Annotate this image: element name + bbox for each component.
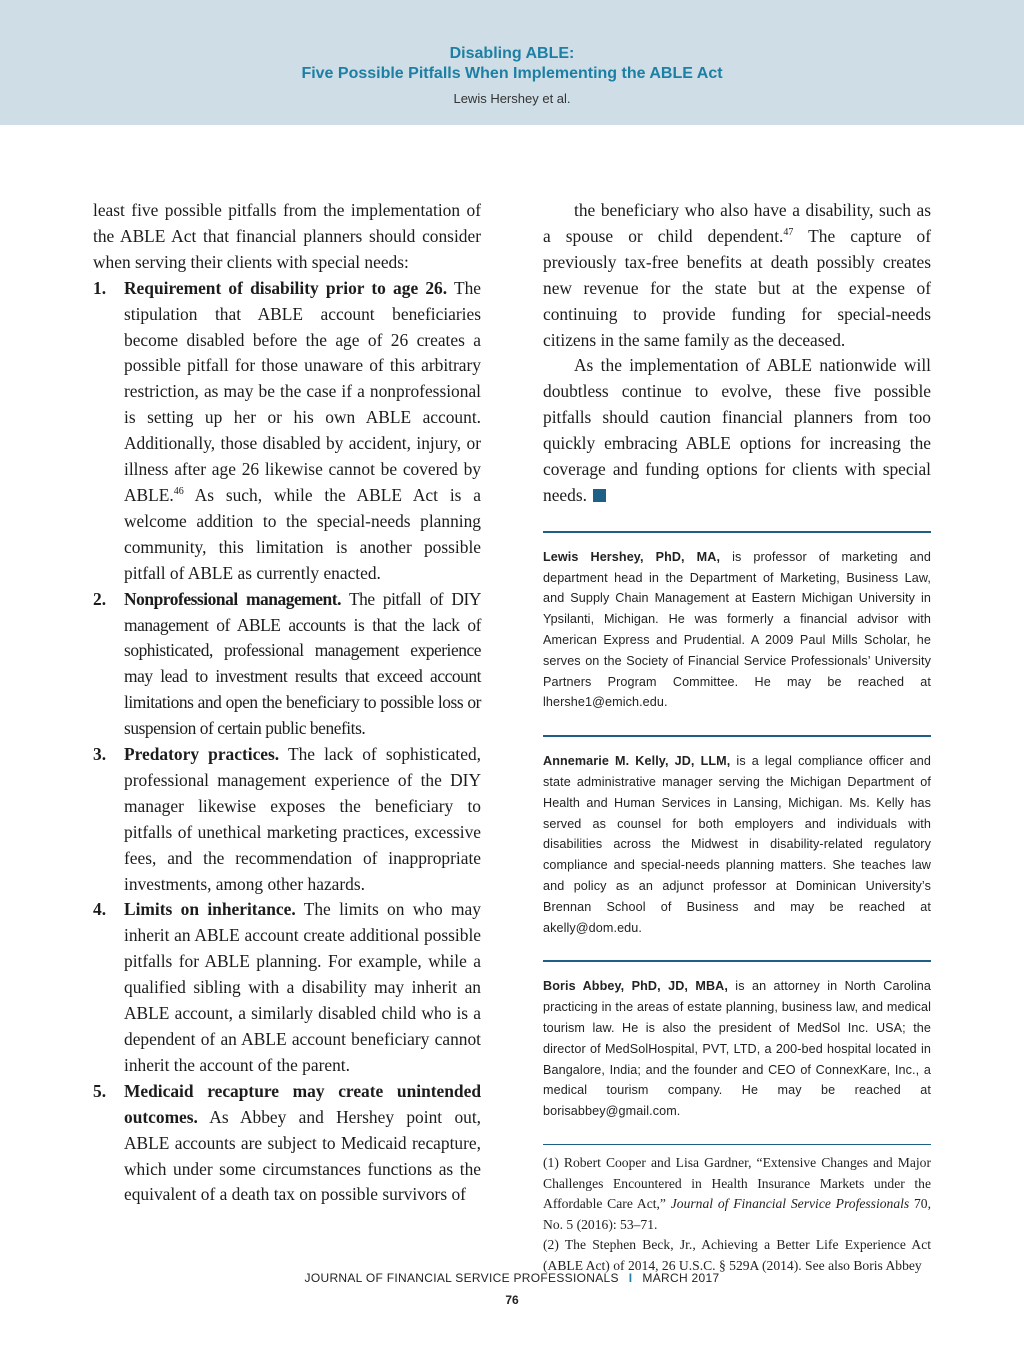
- endnotes: [543, 1153, 931, 1276]
- list-item: [93, 742, 481, 897]
- item-text: The lack of sophisticated, professional management experience of the DIY manager likewise exposes the beneficiary to pitfalls of unethical marketing practices, excessive fees, and the recommendation of inappropriate investments, among other hazards.: [124, 744, 482, 894]
- item-number: 5.: [93, 1080, 107, 1101]
- article-title-line2: Five Possible Pitfalls When Implementing the ABLE Act: [301, 65, 723, 82]
- item-text-cont: As such, while the ABLE Act is a welcome addition to the special-needs planning community, this limitation is another possible pitfall of ABLE as currently enacted.: [124, 484, 481, 583]
- author-bio-kelly: [543, 751, 931, 938]
- list-item: [93, 1079, 481, 1209]
- item-number: 2.: [93, 588, 107, 609]
- issue-date: MARCH 2017: [642, 1271, 720, 1285]
- list-item: [93, 587, 481, 742]
- endnote: (2) The Stephen Beck, Jr., Achieving a Better Life Experience Act (ABLE Act) of 2014, 26 U.S.C. § 529A (2014). See also Boris Abbey: [543, 1237, 931, 1273]
- author-bio-hershey: [543, 547, 931, 713]
- page-number: 76: [505, 1293, 519, 1307]
- bio-name: Lewis Hershey, PhD, MA,: [543, 549, 721, 564]
- footer-separator: I: [628, 1271, 633, 1285]
- author-bio-abbey: [543, 976, 931, 1122]
- item-heading: Nonprofessional management.: [124, 588, 342, 609]
- article-title-line1: Disabling ABLE:: [449, 45, 575, 62]
- bio-name: Boris Abbey, PhD, JD, MBA,: [543, 979, 728, 994]
- divider: [543, 531, 931, 533]
- continuation-text: the beneficiary who also have a disability, such as a spouse or child dependent.: [543, 200, 931, 246]
- bio-name: Annemarie M. Kelly, JD, LLM,: [543, 754, 731, 769]
- item-heading: Requirement of disability prior to age 26.: [124, 277, 448, 298]
- left-column: [93, 198, 481, 1208]
- end-of-article-mark: [593, 489, 606, 502]
- item-heading: Limits on inheritance.: [124, 899, 296, 920]
- list-item: [93, 276, 481, 587]
- item-text: The pitfall of DIY management of ABLE accounts is that the lack of sophisticated, professional management experience may lead to investment results that exceed account limitations and open the beneficiary to possible loss or suspension of certain public benefits.: [124, 588, 481, 739]
- item-number: 3.: [93, 744, 107, 765]
- continuation-paragraph: [543, 198, 931, 353]
- item-number: 4.: [93, 899, 107, 920]
- bio-text: is professor of marketing and department head in the Department of Marketing, Business Law, and Supply Chain Management at Eastern Michigan University in Ypsilanti, Michigan. He was formerly a financial advisor with American Express and Prudential. A 2009 Paul Mills Scholar, he serves on the Society of Financial Service Professionals’ University Partners Program Committee. He may be reached at lhershe1@emich.edu.: [543, 549, 931, 710]
- pitfalls-list: [93, 276, 481, 1209]
- endnote: (1) Robert Cooper and Lisa Gardner, “Extensive Changes and Major Challenges Encountered in Health Insurance Markets under the Affordable Care Act,” Journal of Financial Service Professionals 70, No. 5 (2016): 53–71.: [543, 1155, 931, 1232]
- endnote-ref: 46: [173, 486, 184, 498]
- endnote-ref: 47: [783, 227, 794, 239]
- item-text: As Abbey and Hershey point out, ABLE accounts are subject to Medicaid recapture, which under some circumstances functions as the equivalent of a death tax on possible survivors of: [124, 1106, 482, 1205]
- item-heading: Predatory practices.: [124, 744, 280, 765]
- right-column: [543, 198, 931, 1276]
- item-heading: Medicaid recapture may create unintended outcomes.: [124, 1080, 481, 1127]
- intro-paragraph: least five possible pitfalls from the implementation of the ABLE Act that financial planners should consider when serving their clients with special needs:: [93, 200, 481, 272]
- running-header: [0, 0, 1024, 125]
- list-item: [93, 897, 481, 1078]
- article-authors: Lewis Hershey et al.: [453, 91, 571, 106]
- bio-text: is a legal compliance officer and state administrative manager serving the Michigan Department of Health and Human Services in Lansing, Michigan. Ms. Kelly has served as counsel for both employers and individuals with disabilities across the Midwest in disability-related regulatory compliance and special-needs planning matters. She teaches law and policy as an adjunct professor at Dominican University’s Brennan School of Business and may be reached at akelly@dom.edu.: [543, 754, 931, 935]
- bio-text: is an attorney in North Carolina practicing in the areas of estate planning, business law, and medical tourism law. He is also the president of MedSol Inc. USA; the director of MedSolHospital, PVT, LTD, a 200-bed hospital located in Bangalore, India; and the founder and CEO of ConnexKare, Inc., a medical tourism company. He may be reached at borisabbey@gmail.com.: [543, 979, 931, 1119]
- divider: [543, 1144, 931, 1145]
- running-footer: [0, 1271, 1024, 1285]
- closing-paragraph: As the implementation of ABLE nationwide will doubtless continue to evolve, these five possible pitfalls should caution financial planners from too quickly embracing ABLE options for increasing the coverage and funding options for clients with special needs.: [543, 355, 931, 505]
- divider: [543, 735, 931, 737]
- item-text: The limits on who may inherit an ABLE account create additional possible pitfalls for ABLE planning. For example, while a qualified sibling with a disability may inherit an ABLE account, a similarly disabled child who is a dependent of an ABLE account beneficiary cannot inherit the account of the parent.: [124, 899, 481, 1075]
- item-number: 1.: [93, 277, 107, 298]
- item-text: The stipulation that ABLE account beneficiaries become disabled before the age of 26 creates a possible pitfall for those unaware of this arbitrary restriction, as may be the case if a nonprofessional is setting up her or his own ABLE account. Additionally, those disabled by accident, injury, or illness after age 26 likewise cannot be covered by ABLE.: [124, 277, 481, 505]
- journal-name: JOURNAL OF FINANCIAL SERVICE PROFESSIONALS: [304, 1271, 619, 1285]
- continuation-text-cont: The capture of previously tax-free benefits at death possibly creates new revenue for the state but at the expense of continuing to provide funding for special-needs citizens in the same family as the deceased.: [543, 225, 931, 350]
- divider: [543, 960, 931, 962]
